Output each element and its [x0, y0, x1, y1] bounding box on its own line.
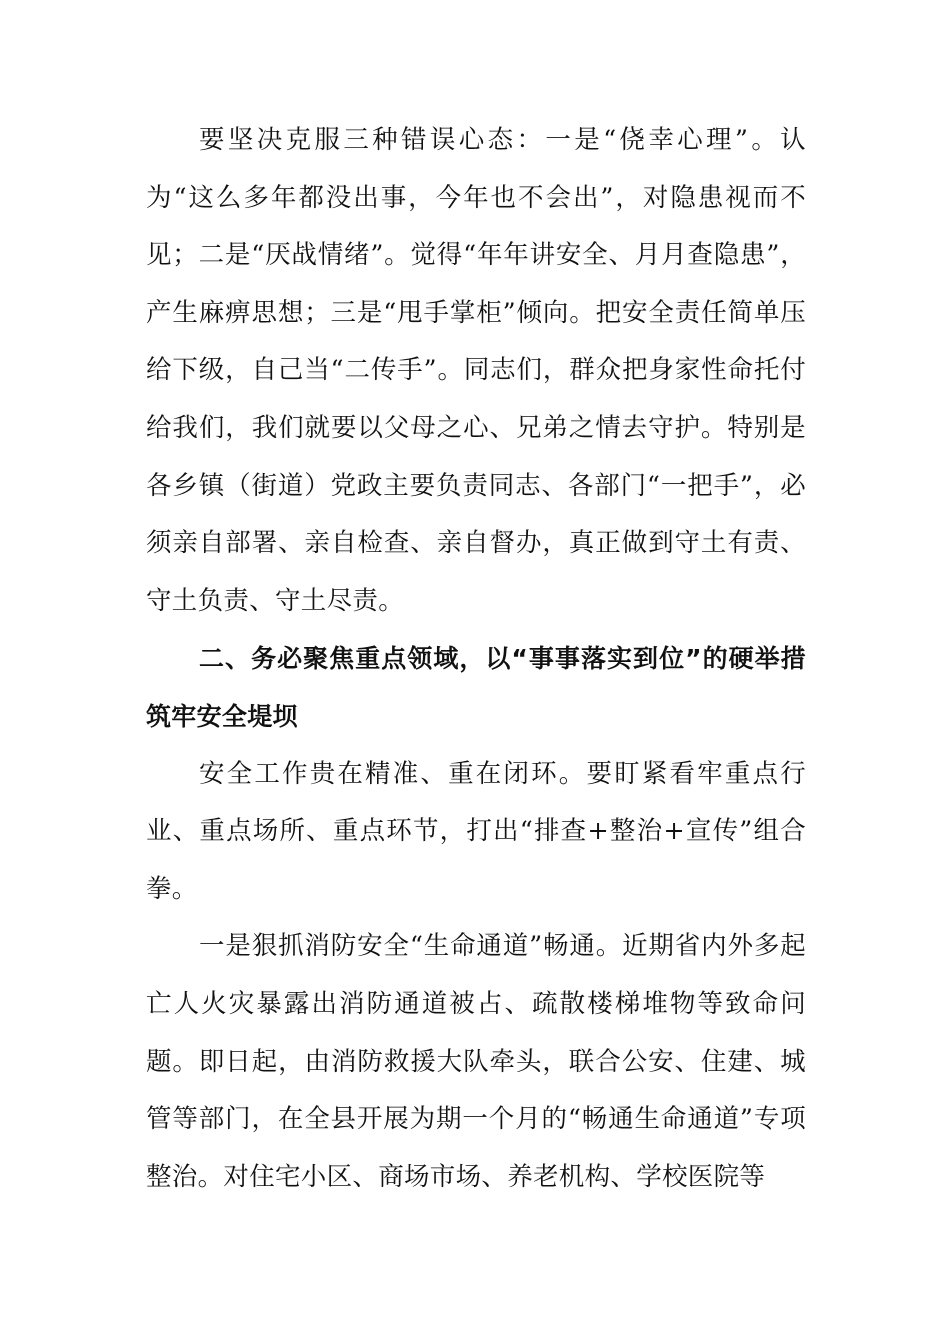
paragraph-fire-safety: 一是狠抓消防安全“生命通道”畅通。近期省内外多起亡人火灾暴露出消防通道被占、疏散楼梯堆物等致命问题。即日起，由消防救援大队牵头，联合公安、住建、城管等部门，在全县开展为期一个月的“畅通生命通道”专项整治。对住宅小区、商场市场、养老机构、学校医院等	[146, 931, 806, 1192]
paragraph-wrong-mindsets: 要坚决克服三种错误心态：一是“侥幸心理”。认为“这么多年都没出事，今年也不会出”，对隐患视而不见；二是“厌战情绪”。觉得“年年讲安全、月月查隐患”，产生麻痹思想；三是“甩手掌柜”倾向。把安全责任简单压给下级，自己当“二传手”。同志们，群众把身家性命托付给我们，我们就要以父母之心、兄弟之情去守护。特别是各乡镇（街道）党政主要负责同志、各部门“一把手”，必须亲自部署、亲自检查、亲自督办，真正做到守土有责、守土负责、守土尽责。	[146, 125, 806, 616]
paragraph-precision-closed-loop: 安全工作贵在精准、重在闭环。要盯紧看牢重点行业、重点场所、重点环节，打出“排查+整治+宣传”组合拳。	[146, 758, 806, 904]
section-heading-2: 二、务必聚焦重点领域，以“事事落实到位”的硬举措筑牢安全堤坝	[146, 644, 806, 731]
document-body	[146, 112, 806, 1206]
